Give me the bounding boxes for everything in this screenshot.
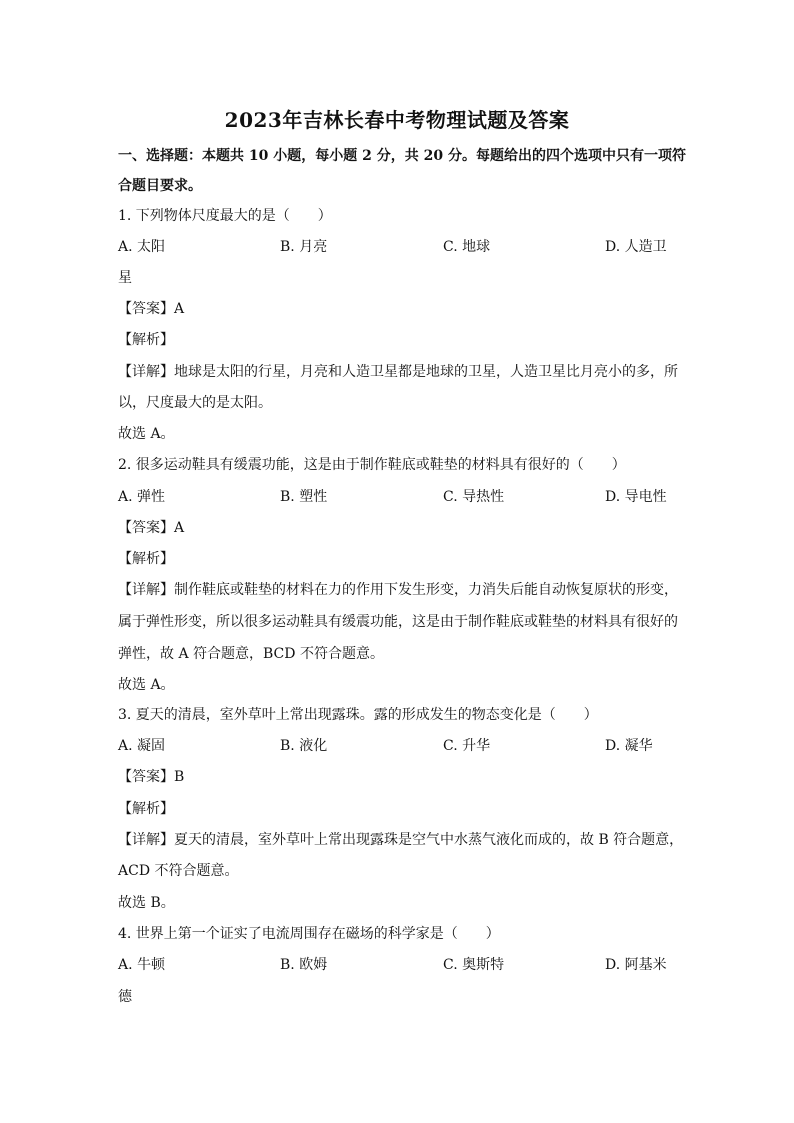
- q3-option-c: C. 升华: [443, 738, 491, 754]
- q1-option-d: D. 人造卫: [605, 239, 667, 255]
- q1-option-c: C. 地球: [443, 239, 491, 255]
- q2-detail-line2: 属于弹性形变，所以很多运动鞋具有缓震功能，这是由于制作鞋底或鞋垫的材料具有很好的: [118, 614, 678, 630]
- q2-detail-line1: 【详解】制作鞋底或鞋垫的材料在力的作用下发生形变，力消失后能自动恢复原状的形变，: [118, 582, 678, 598]
- q1-conclusion: 故选 A。: [118, 426, 175, 442]
- q1-options: [118, 237, 683, 257]
- q3-detail-line2: ACD 不符合题意。: [118, 863, 239, 879]
- q3-options: [118, 736, 683, 756]
- q1-detail-line2: 以，尺度最大的是太阳。: [118, 395, 272, 411]
- q2-answer: 【答案】A: [118, 520, 185, 536]
- q3-answer: 【答案】B: [118, 769, 185, 785]
- section-heading-line1: 一、选择题：本题共 10 小题，每小题 2 分，共 20 分。每题给出的四个选项中只有一项符: [118, 148, 686, 164]
- q4-option-c: C. 奥斯特: [443, 957, 505, 973]
- q1-analysis-label: 【解析】: [118, 332, 174, 348]
- q2-option-b: B. 塑性: [280, 489, 328, 505]
- q4-stem: 4. 世界上第一个证实了电流周围存在磁场的科学家是（ ）: [118, 926, 500, 942]
- q2-option-d: D. 导电性: [605, 489, 667, 505]
- q2-stem: 2. 很多运动鞋具有缓震功能，这是由于制作鞋底或鞋垫的材料具有很好的（ ）: [118, 457, 626, 473]
- q3-option-a: A. 凝固: [118, 738, 166, 754]
- q3-option-d: D. 凝华: [605, 738, 653, 754]
- q3-analysis-label: 【解析】: [118, 801, 174, 817]
- q2-option-c: C. 导热性: [443, 489, 505, 505]
- q4-option-b: B. 欧姆: [280, 957, 328, 973]
- q2-option-a: A. 弹性: [118, 489, 166, 505]
- q2-options: [118, 487, 683, 507]
- section-heading-line2: 合题目要求。: [118, 178, 202, 194]
- q1-detail-line1: 【详解】地球是太阳的行星，月亮和人造卫星都是地球的卫星，人造卫星比月亮小的多，所: [118, 364, 678, 380]
- q1-option-b: B. 月亮: [280, 239, 328, 255]
- q3-option-b: B. 液化: [280, 738, 328, 754]
- q2-detail-line3: 弹性，故 A 符合题意，BCD 不符合题意。: [118, 646, 384, 662]
- q1-stem: 1. 下列物体尺度最大的是（ ）: [118, 208, 332, 224]
- q4-options: [118, 955, 683, 975]
- q3-detail-line1: 【详解】夏天的清晨，室外草叶上常出现露珠是空气中水蒸气液化而成的，故 B 符合题意，: [118, 832, 684, 848]
- q4-option-a: A. 牛顿: [118, 957, 166, 973]
- q2-conclusion: 故选 A。: [118, 677, 175, 693]
- q4-option-wrap: 德: [118, 989, 132, 1005]
- document-title: 2023年吉林长春中考物理试题及答案: [224, 108, 570, 132]
- q1-answer: 【答案】A: [118, 301, 185, 317]
- q3-conclusion: 故选 B。: [118, 895, 175, 911]
- q1-option-a: A. 太阳: [118, 239, 166, 255]
- q1-option-wrap: 星: [118, 270, 132, 286]
- q3-stem: 3. 夏天的清晨，室外草叶上常出现露珠。露的形成发生的物态变化是（ ）: [118, 707, 598, 723]
- q2-analysis-label: 【解析】: [118, 551, 174, 567]
- q4-option-d: D. 阿基米: [605, 957, 667, 973]
